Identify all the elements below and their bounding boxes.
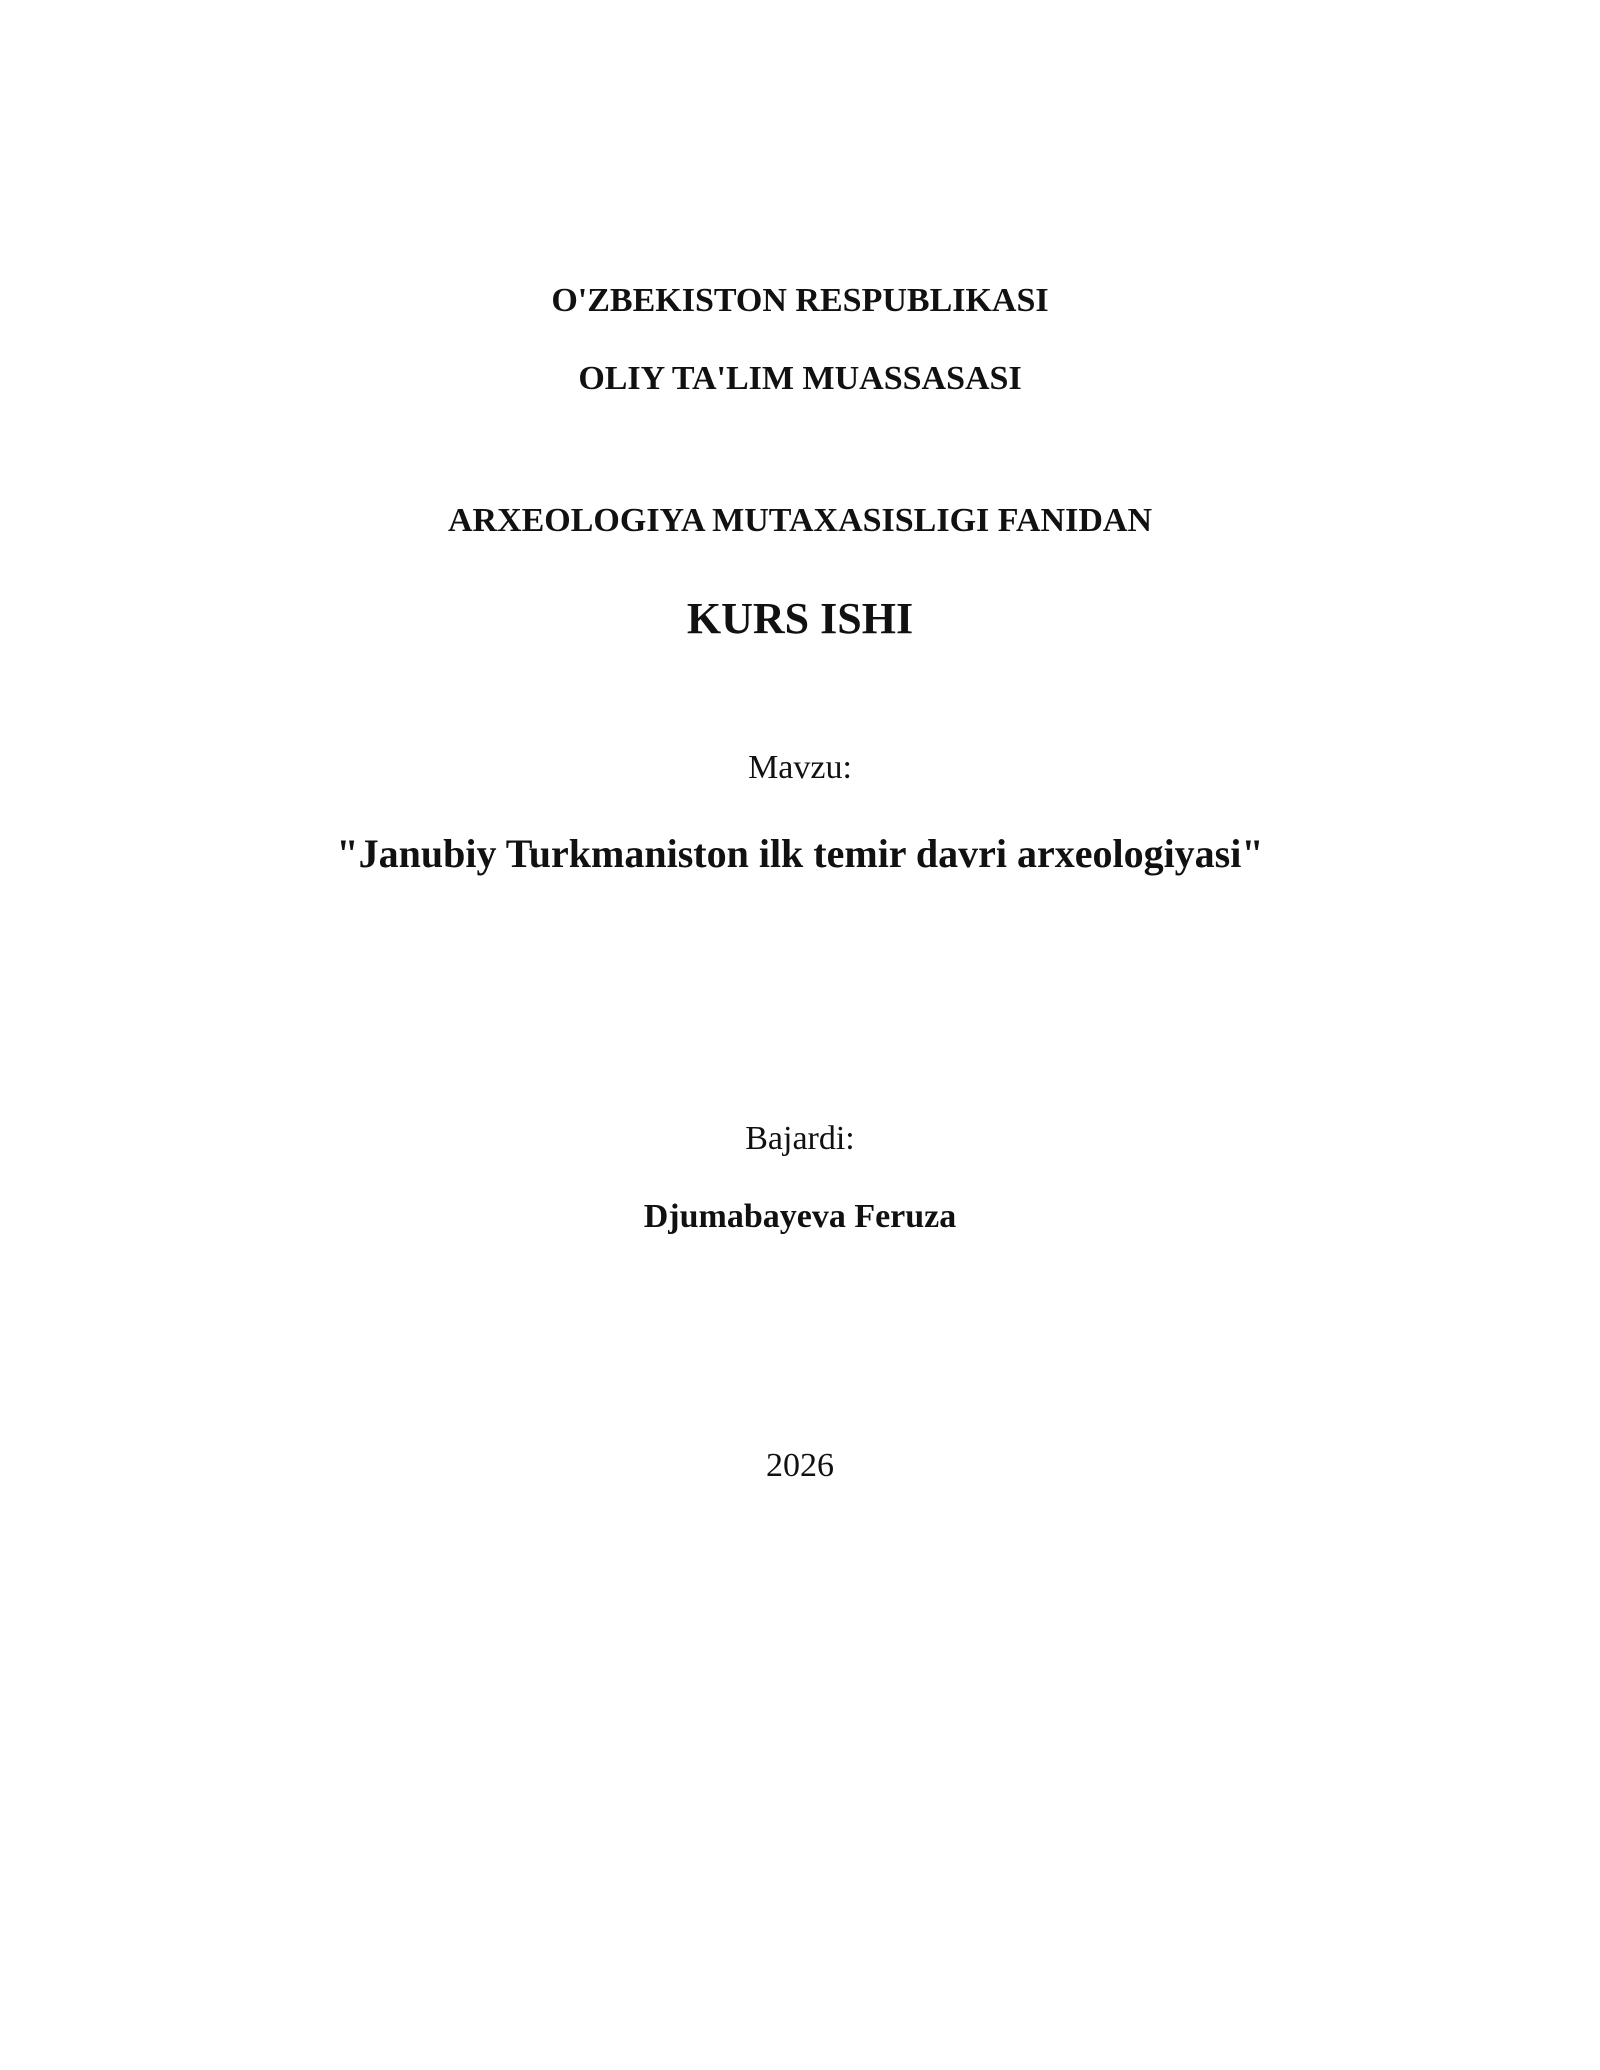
author-name: Djumabayeva Feruza [643, 1198, 957, 1235]
topic-label: Mavzu: [748, 749, 852, 786]
work-type-title: KURS ISHI [686, 594, 914, 643]
author-label: Bajardi: [745, 1120, 855, 1157]
institution-heading: OLIY TA'LIM MUASSASASI [578, 360, 1022, 397]
country-heading: O'ZBEKISTON RESPUBLIKASI [551, 282, 1049, 319]
year: 2026 [766, 1447, 834, 1484]
subject-heading: ARXEOLOGIYA MUTAXASISLIGI FANIDAN [447, 502, 1153, 539]
topic-title: "Janubiy Turkmaniston ilk temir davri arxeologiyasi" [336, 831, 1264, 876]
